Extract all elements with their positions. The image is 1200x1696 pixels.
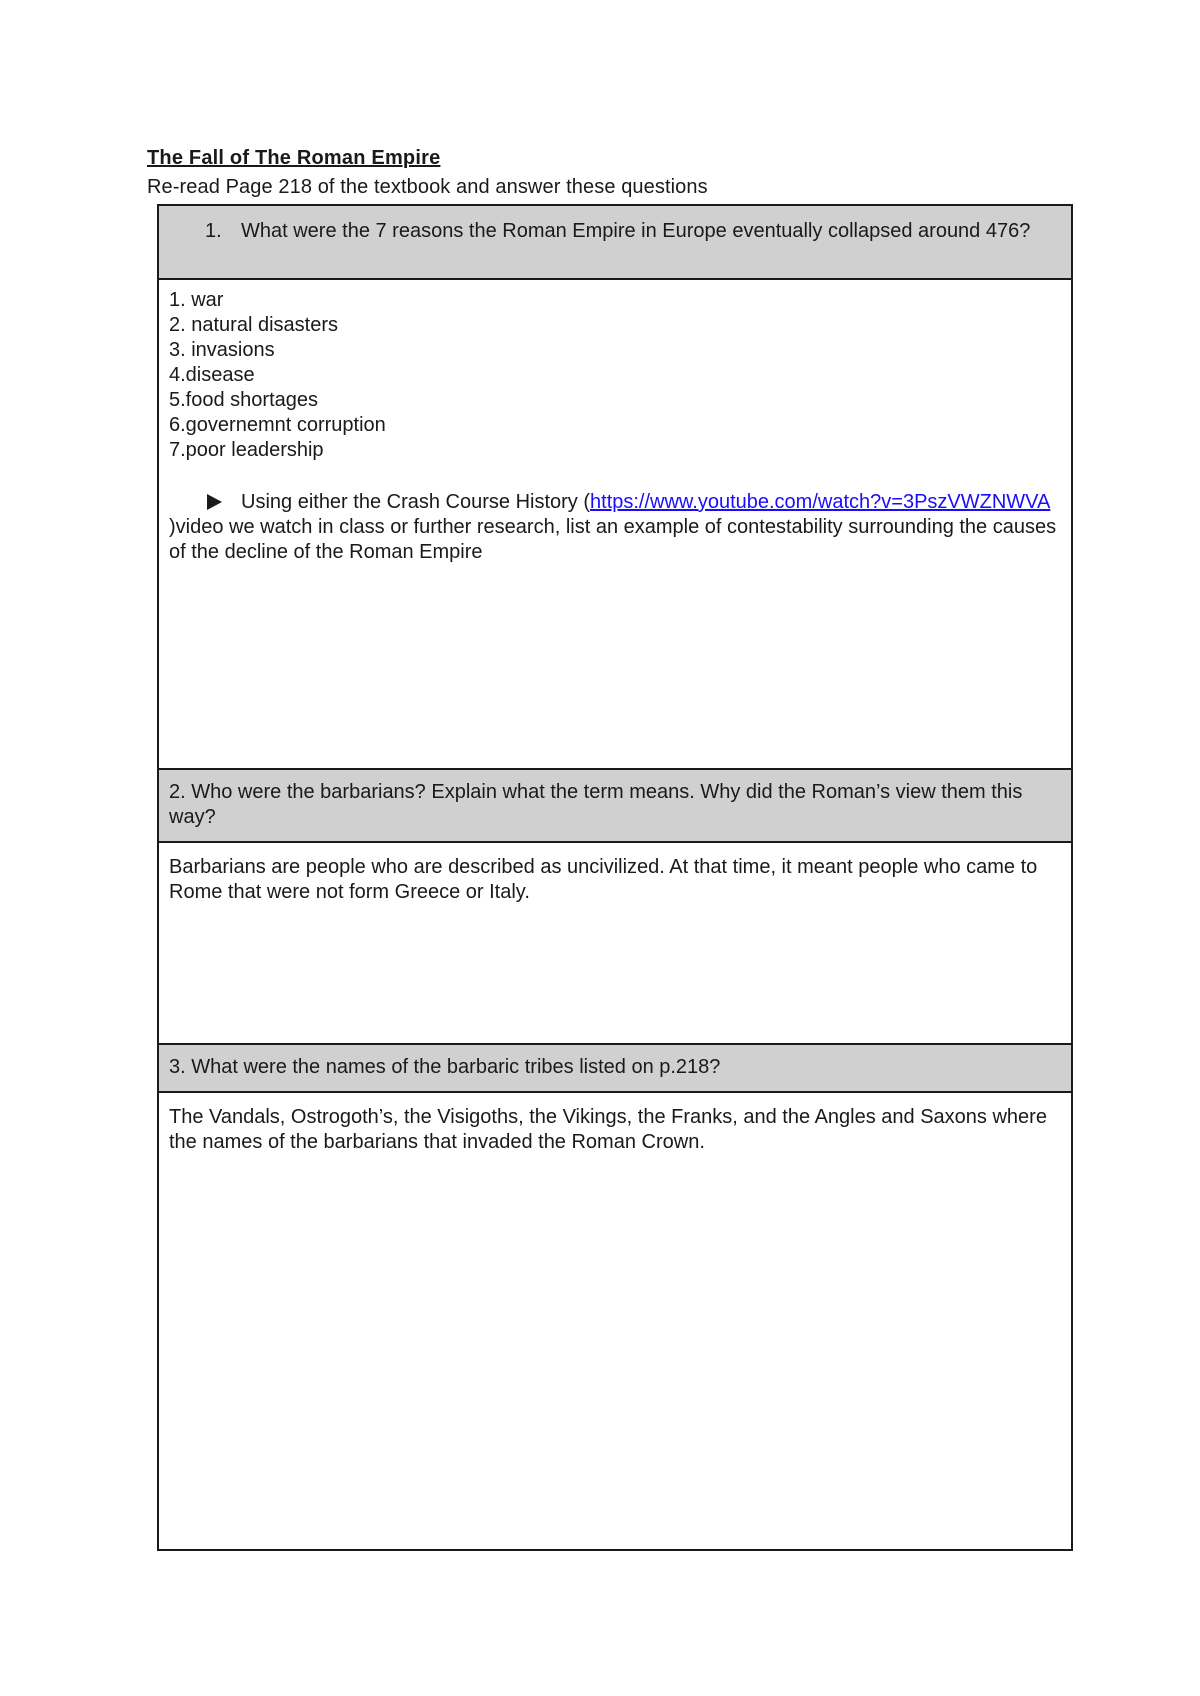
answer-1[interactable]: [159, 280, 1071, 770]
question-1-text: What were the 7 reasons the Roman Empire in Europe eventually collapsed around 476?: [241, 220, 1031, 242]
question-1: [159, 206, 1071, 280]
reason-item: 6.governemnt corruption: [169, 414, 386, 436]
arrow-bullet-icon: [207, 494, 222, 510]
instructions: Re-read Page 218 of the textbook and answer these questions: [147, 176, 708, 198]
page-title: The Fall of The Roman Empire: [147, 147, 441, 169]
question-3-text: 3. What were the names of the barbaric tribes listed on p.218?: [169, 1056, 721, 1078]
question-2-text: 2. Who were the barbarians? Explain what the term means. Why did the Roman’s view them this way?: [169, 781, 1023, 828]
question-2: [159, 770, 1071, 843]
reason-item: 5.food shortages: [169, 389, 318, 411]
answer-3-text: The Vandals, Ostrogoth’s, the Visigoths, the Vikings, the Franks, and the Angles and Saxons where the names of the barbarians that invaded the Roman Crown.: [169, 1106, 1047, 1153]
reason-item: 1. war: [169, 289, 224, 311]
question-table: [157, 204, 1073, 1551]
reason-item: 7.poor leadership: [169, 439, 324, 461]
answer-2-text: Barbarians are people who are described as uncivilized. At that time, it meant people who came to Rome that were not form Greece or Italy.: [169, 856, 1038, 903]
bullet-prefix: Using either the Crash Course History (: [241, 491, 591, 513]
youtube-link[interactable]: https://www.youtube.com/watch?v=3PszVWZNWVA: [590, 491, 1051, 513]
reason-item: 3. invasions: [169, 339, 275, 361]
bullet-prompt: [169, 490, 1061, 515]
bullet-suffix: )video we watch in class or further research, list an example of contestability surrounding the causes of the decline of the Roman Empire: [169, 516, 1057, 563]
answer-2[interactable]: [159, 843, 1071, 1045]
question-3: [159, 1045, 1071, 1093]
reason-item: 4.disease: [169, 364, 255, 386]
question-1-number: 1.: [205, 220, 222, 242]
answer-3[interactable]: [159, 1093, 1071, 1549]
reason-item: 2. natural disasters: [169, 314, 338, 336]
